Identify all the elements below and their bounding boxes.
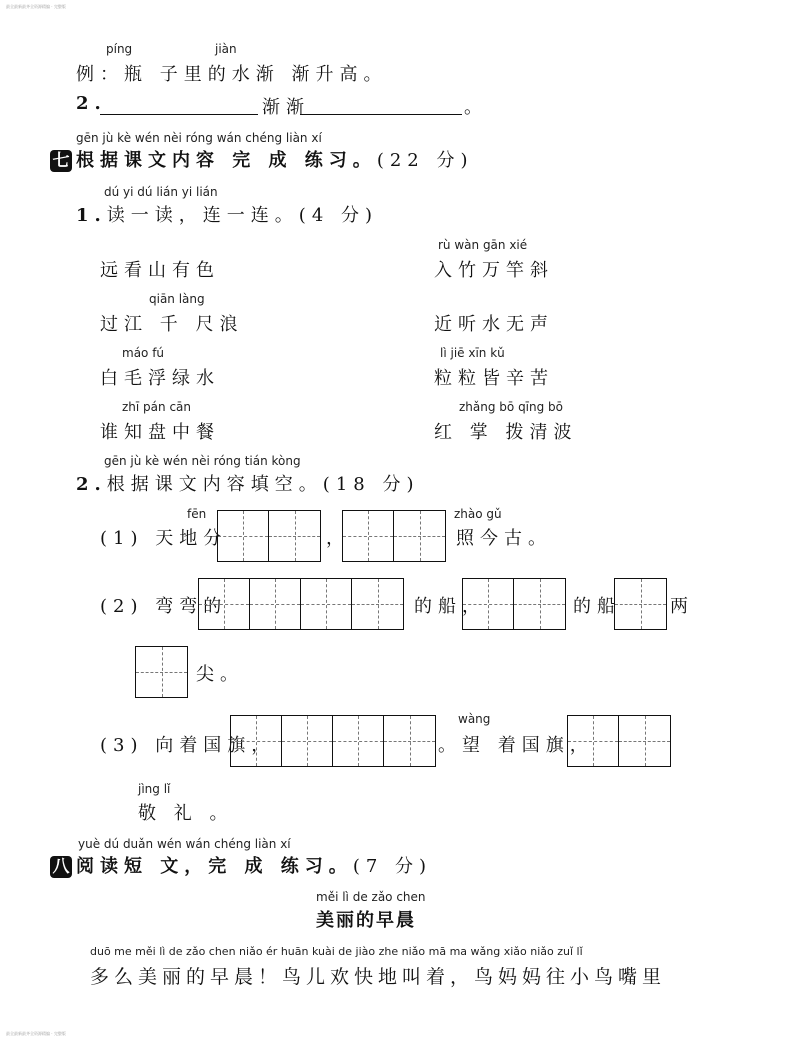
f2-mid-1: 的船，: [414, 596, 486, 617]
grid-cell[interactable]: [218, 511, 269, 561]
sub1-heading: [76, 201, 378, 227]
grid-cell[interactable]: [136, 647, 187, 697]
f3-prefix: (3) 向着国旗，: [100, 735, 276, 756]
grid-cell[interactable]: [343, 511, 394, 561]
grid-cell[interactable]: [352, 579, 403, 629]
story-title-pinyin: měi lì de zǎo chen: [316, 890, 426, 904]
sub2-score: (18 分): [322, 474, 420, 495]
right-item-4[interactable]: 红 掌 拨清波: [434, 422, 578, 443]
sub2-pinyin: gēn jù kè wén nèi róng tián kòng: [104, 454, 301, 468]
story-title: 美丽的早晨: [316, 910, 416, 931]
story-line1-pinyin: duō me měi lì de zǎo chen niǎo ér huān kuài de jiào zhe niǎo mā ma wǎng xiǎo niǎo zuǐ lǐ: [90, 945, 583, 958]
grid-cell[interactable]: [384, 716, 435, 766]
f1-suffix: 照今古。: [456, 528, 552, 549]
grid-cell[interactable]: [250, 579, 301, 629]
grid-cell[interactable]: [301, 579, 352, 629]
f2-mid-2: 的船: [573, 596, 621, 617]
f2-grid-1[interactable]: [198, 578, 404, 630]
f1-prefix: (1) 天地分: [100, 528, 228, 549]
left-pinyin-2: qiān làng: [149, 292, 205, 306]
section7-title: 根据课文内容 完 成 练习。: [76, 150, 377, 171]
f2-grid-4[interactable]: [135, 646, 188, 698]
sub1-number: 1.: [76, 205, 107, 226]
example-sentence: 例：瓶 子里的水渐 渐升高。: [76, 64, 388, 85]
f3-grid-2[interactable]: [567, 715, 671, 767]
f1-comma: ，: [326, 528, 350, 549]
left-item-1[interactable]: 远看山有色: [100, 260, 220, 281]
f3-mid: 。望 着国旗，: [438, 735, 594, 756]
section8-score: (7 分): [352, 856, 433, 877]
sub2-text: 根据课文内容填空。: [106, 474, 323, 495]
sub1-score: (4 分): [298, 205, 379, 226]
left-item-2[interactable]: 过江 千 尺浪: [100, 314, 244, 335]
section8-title: 阅读短 文，完 成 练习。: [76, 856, 353, 877]
f2-end: 尖。: [196, 664, 244, 685]
example-pinyin-2: jiàn: [215, 42, 237, 56]
grid-cell[interactable]: [615, 579, 666, 629]
f2-prefix: (2) 弯弯的: [100, 596, 228, 617]
q2-number: 2.: [76, 93, 107, 114]
section8-pinyin: yuè dú duǎn wén wán chéng liàn xí: [78, 837, 291, 851]
left-pinyin-3: máo fú: [122, 346, 165, 360]
right-item-1[interactable]: 入竹万竿斜: [434, 260, 554, 281]
left-item-4[interactable]: 谁知盘中餐: [100, 422, 220, 443]
example-pinyin-1: píng: [106, 42, 133, 56]
sub1-text: 读一读，连一连。: [106, 205, 299, 226]
right-pinyin-1: rù wàn gān xié: [438, 238, 528, 252]
grid-cell[interactable]: [282, 716, 333, 766]
f2-mid-3: 两: [670, 596, 694, 617]
grid-cell[interactable]: [463, 579, 514, 629]
grid-cell[interactable]: [619, 716, 670, 766]
sub1-pinyin: dú yi dú lián yi lián: [104, 185, 218, 199]
left-pinyin-4: zhī pán cān: [122, 400, 191, 414]
grid-cell[interactable]: [394, 511, 445, 561]
f3-pinyin-1: wàng: [458, 712, 491, 726]
f1-pinyin-2: zhào gǔ: [454, 507, 502, 521]
section7-pinyin: gēn jù kè wén nèi róng wán chéng liàn xí: [76, 131, 322, 145]
q2-end: 。: [464, 97, 488, 118]
f1-grid-1[interactable]: [217, 510, 321, 562]
right-item-2[interactable]: 近听水无声: [434, 314, 554, 335]
grid-cell[interactable]: [568, 716, 619, 766]
grid-cell[interactable]: [269, 511, 320, 561]
section7-heading: [50, 146, 473, 172]
f1-pinyin-1: fēn: [187, 507, 207, 521]
grid-cell[interactable]: [333, 716, 384, 766]
q2-blank-1[interactable]: [100, 114, 258, 115]
grid-cell[interactable]: [199, 579, 250, 629]
left-item-3[interactable]: 白毛浮绿水: [100, 368, 220, 389]
right-pinyin-3: lì jiē xīn kǔ: [440, 346, 505, 360]
footer-text: 最全最新最齐全资源精编 · 完整版: [6, 1031, 66, 1036]
right-item-3[interactable]: 粒粒皆辛苦: [434, 368, 554, 389]
f3-grid-1[interactable]: [230, 715, 436, 767]
section8-heading: [50, 852, 432, 878]
header-text: 最全最新最齐全资源精编 · 完整版: [6, 4, 66, 9]
section7-badge: 七: [50, 150, 72, 172]
grid-cell[interactable]: [514, 579, 565, 629]
sub2-heading: [76, 470, 419, 496]
sub2-number: 2.: [76, 474, 107, 495]
q2-blank-2[interactable]: [300, 114, 462, 115]
f2-grid-3[interactable]: [614, 578, 667, 630]
story-line1: 多么美丽的早晨！鸟儿欢快地叫着，鸟妈妈往小鸟嘴里: [90, 966, 667, 988]
section8-badge: 八: [50, 856, 72, 878]
right-pinyin-4: zhǎng bō qīng bō: [459, 400, 564, 414]
grid-cell[interactable]: [231, 716, 282, 766]
q2-middle-word: 渐渐: [262, 97, 310, 118]
f3-end: 敬 礼 。: [138, 803, 234, 824]
section7-score: (22 分): [376, 150, 474, 171]
f2-grid-2[interactable]: [462, 578, 566, 630]
f3-pinyin-2: jìng lǐ: [138, 782, 171, 796]
f1-grid-2[interactable]: [342, 510, 446, 562]
